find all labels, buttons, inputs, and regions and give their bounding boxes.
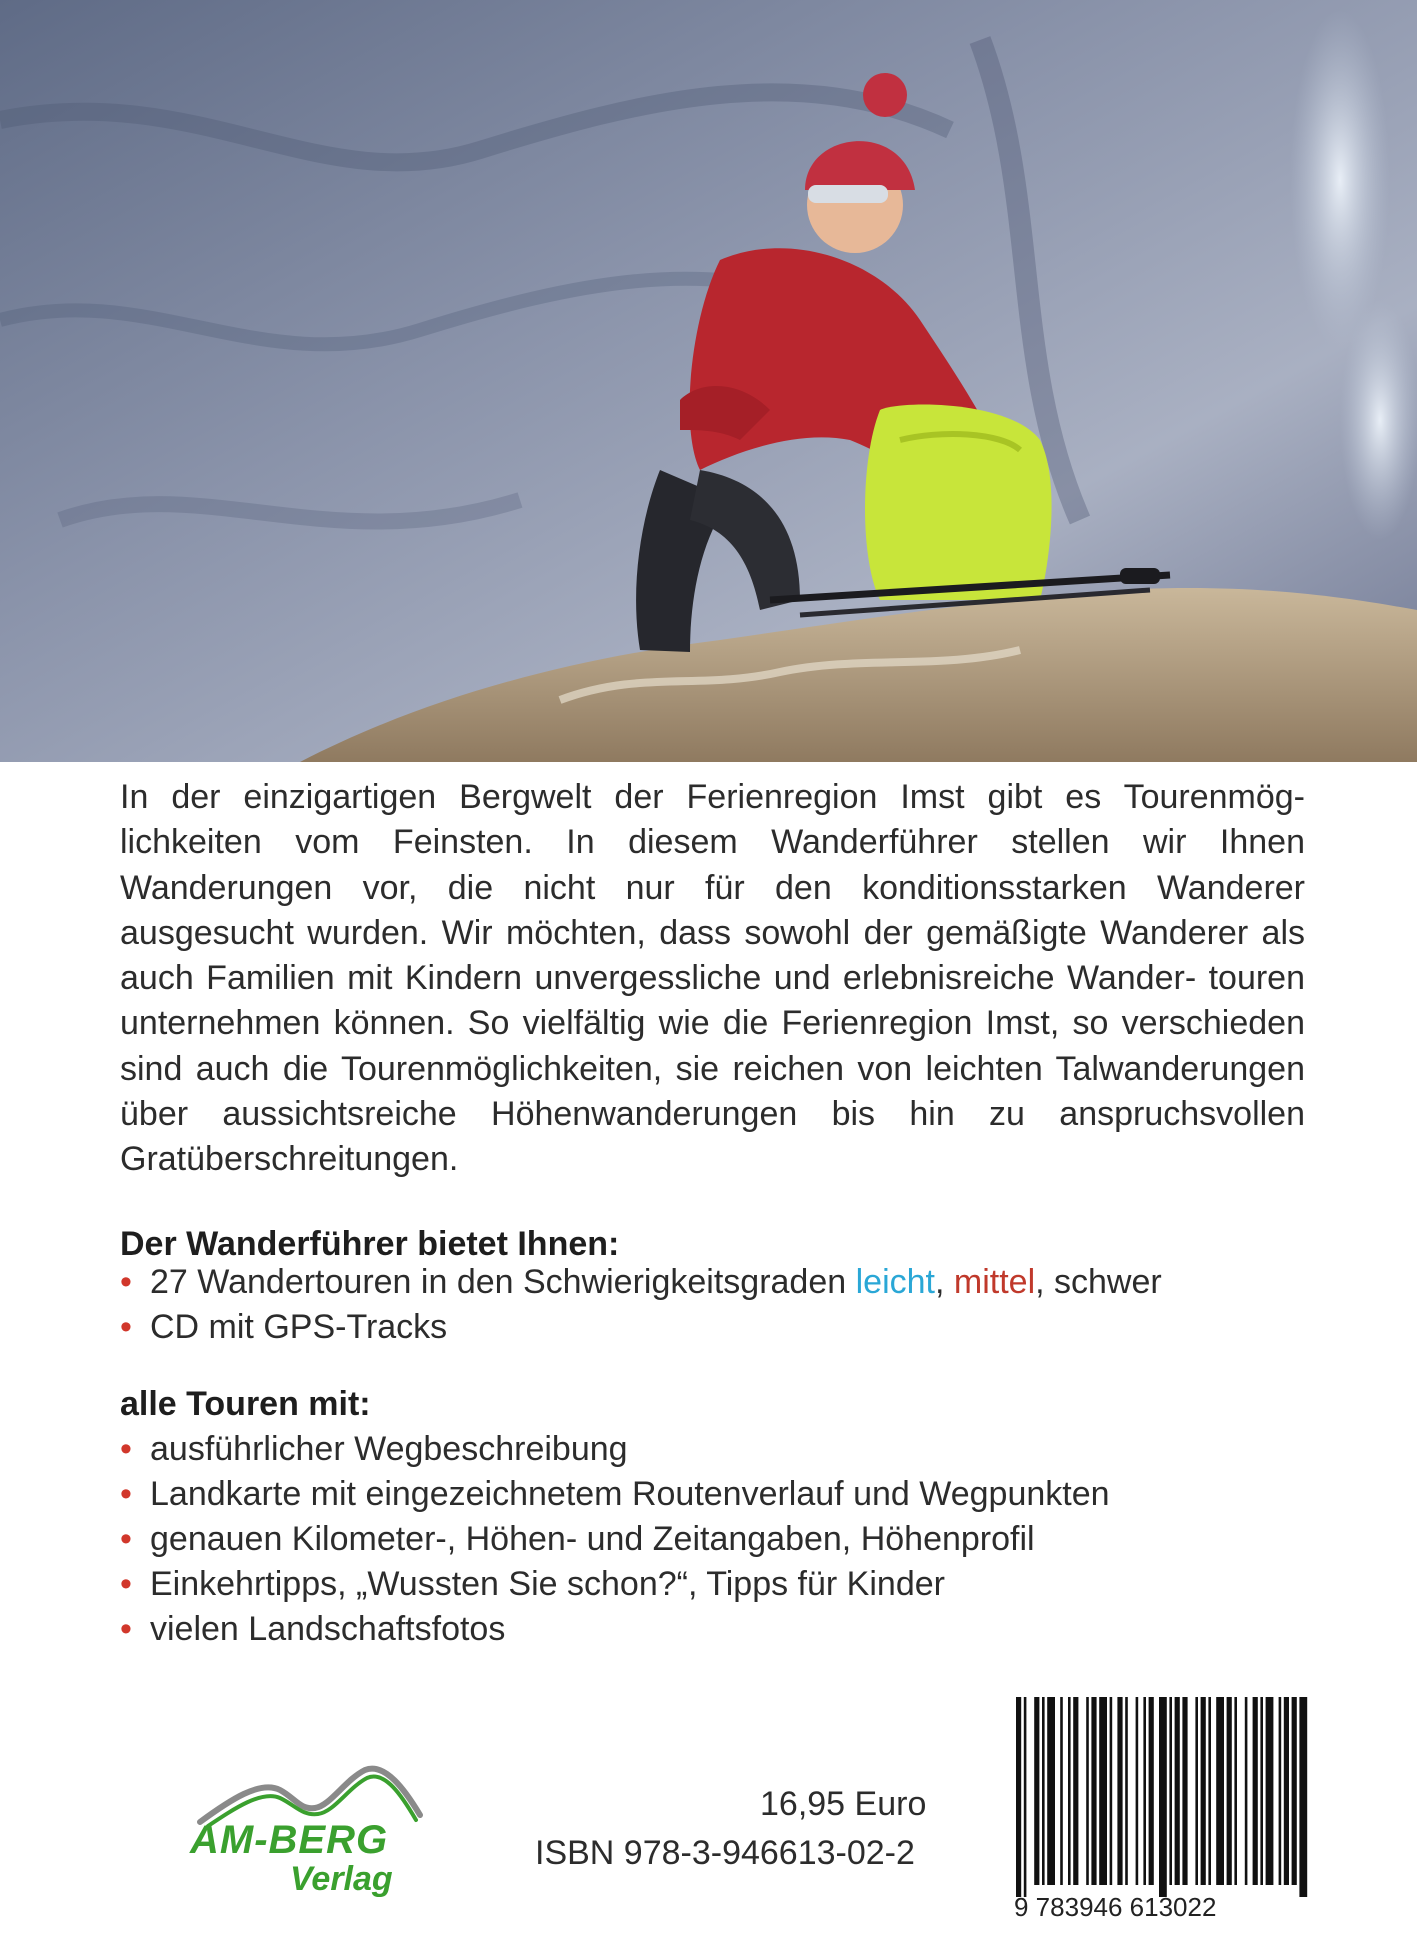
barcode-bar [1216,1697,1224,1885]
list-item [120,1305,1310,1350]
list-item [120,1260,1310,1305]
list-item [120,1517,1310,1562]
difficulty-mittel: mittel [953,1263,1036,1301]
barcode-bar [1034,1697,1039,1885]
barcode-bar [1266,1697,1274,1885]
barcode-bar [1245,1697,1248,1885]
barcode-bar [1125,1697,1128,1885]
offer-item-text: CD mit GPS-Tracks [150,1308,448,1346]
barcode-bar [1149,1697,1154,1885]
list-item [120,1562,1310,1607]
intro-paragraph: In der einzigartigen Bergwelt der Ferienregion Imst gibt es Tourenmög- lichkeiten vom Feinsten. In diesem Wanderführer stellen wir Ihnen Wanderungen vor, die nicht nur für den konditionsstarken Wanderer ausgesucht wurden. Wir möchten, dass sowohl der gemäßigte Wanderer als auch Familien mit Kindern unvergessliche und erlebnisreiche Wander- touren unternehmen können. So vielfältig wie die Ferienregion Imst, so verschieden sind auch die Tourenmöglichkeiten, sie reichen von leichten Talwanderungen über aussichtsreiche Höhenwanderungen bis hin zu anspruchsvollen Gratüberschreitungen. [120,778,1305,1179]
difficulty-schwer: , schwer [1035,1263,1162,1301]
offer-item-text: 27 Wandertouren in den Schwierigkeitsgraden [150,1263,856,1301]
barcode-bar [1292,1697,1297,1885]
barcode-bar [1175,1697,1180,1885]
logo-line2: Verlag [290,1860,393,1898]
barcode-bar [1195,1697,1198,1885]
logo-line1: AM-BERG [190,1818,389,1862]
list-item [120,1607,1310,1652]
hero-photo [0,0,1417,762]
barcode-bar [1169,1697,1172,1885]
barcode-bar [1279,1697,1282,1885]
price: 16,95 Euro [760,1785,927,1823]
tours-item-text: Einkehrtipps, „Wussten Sie schon?“, Tipps für Kinder [150,1565,945,1603]
list-item [120,1427,1310,1472]
barcode-bar [1136,1697,1139,1885]
barcode-bar [1016,1697,1021,1897]
tours-list [120,1427,1310,1652]
barcode-bar [1143,1697,1146,1885]
difficulty-leicht: leicht [855,1263,935,1301]
tours-item-text: ausführlicher Wegbeschreibung [150,1430,628,1468]
offer-heading: Der Wanderführer bietet Ihnen: [120,1225,620,1263]
separator: , [934,1263,954,1301]
barcode-digits: 9 783946 613022 [1014,1892,1217,1922]
barcode-bar [1099,1697,1107,1885]
hero-illustration [0,0,1417,762]
barcode-bar [1110,1697,1113,1885]
barcode-bar [1260,1697,1263,1885]
tours-item-text: Landkarte mit eingezeichnetem Routenverlauf und Wegpunkten [150,1475,1110,1513]
barcode-bar [1234,1697,1237,1885]
barcode-bar [1060,1697,1063,1885]
isbn: ISBN 978-3-946613-02-2 [535,1834,915,1872]
publisher-logo [180,1760,480,1900]
barcode-bar [1182,1697,1187,1885]
barcode-bar [1042,1697,1045,1885]
barcode-bar [1284,1697,1289,1885]
barcode-bar [1227,1697,1232,1885]
barcode-bar [1047,1697,1055,1885]
barcode-bar [1208,1697,1211,1885]
offer-list [120,1260,1310,1350]
barcode-bar [1159,1697,1167,1897]
barcode-bar [1201,1697,1206,1885]
list-item [120,1472,1310,1517]
tours-heading: alle Touren mit: [120,1385,371,1423]
barcode-bar [1091,1697,1096,1885]
tours-item-text: vielen Landschaftsfotos [150,1610,506,1648]
barcode-bar [1253,1697,1258,1885]
barcode-bar [1024,1697,1027,1897]
barcode-bar [1073,1697,1078,1885]
barcode-bar [1117,1697,1122,1885]
tours-item-text: genauen Kilometer-, Höhen- und Zeitangaben, Höhenprofil [150,1520,1035,1558]
barcode-bar [1086,1697,1089,1885]
barcode-bar [1299,1697,1307,1897]
barcode-bar [1068,1697,1071,1885]
